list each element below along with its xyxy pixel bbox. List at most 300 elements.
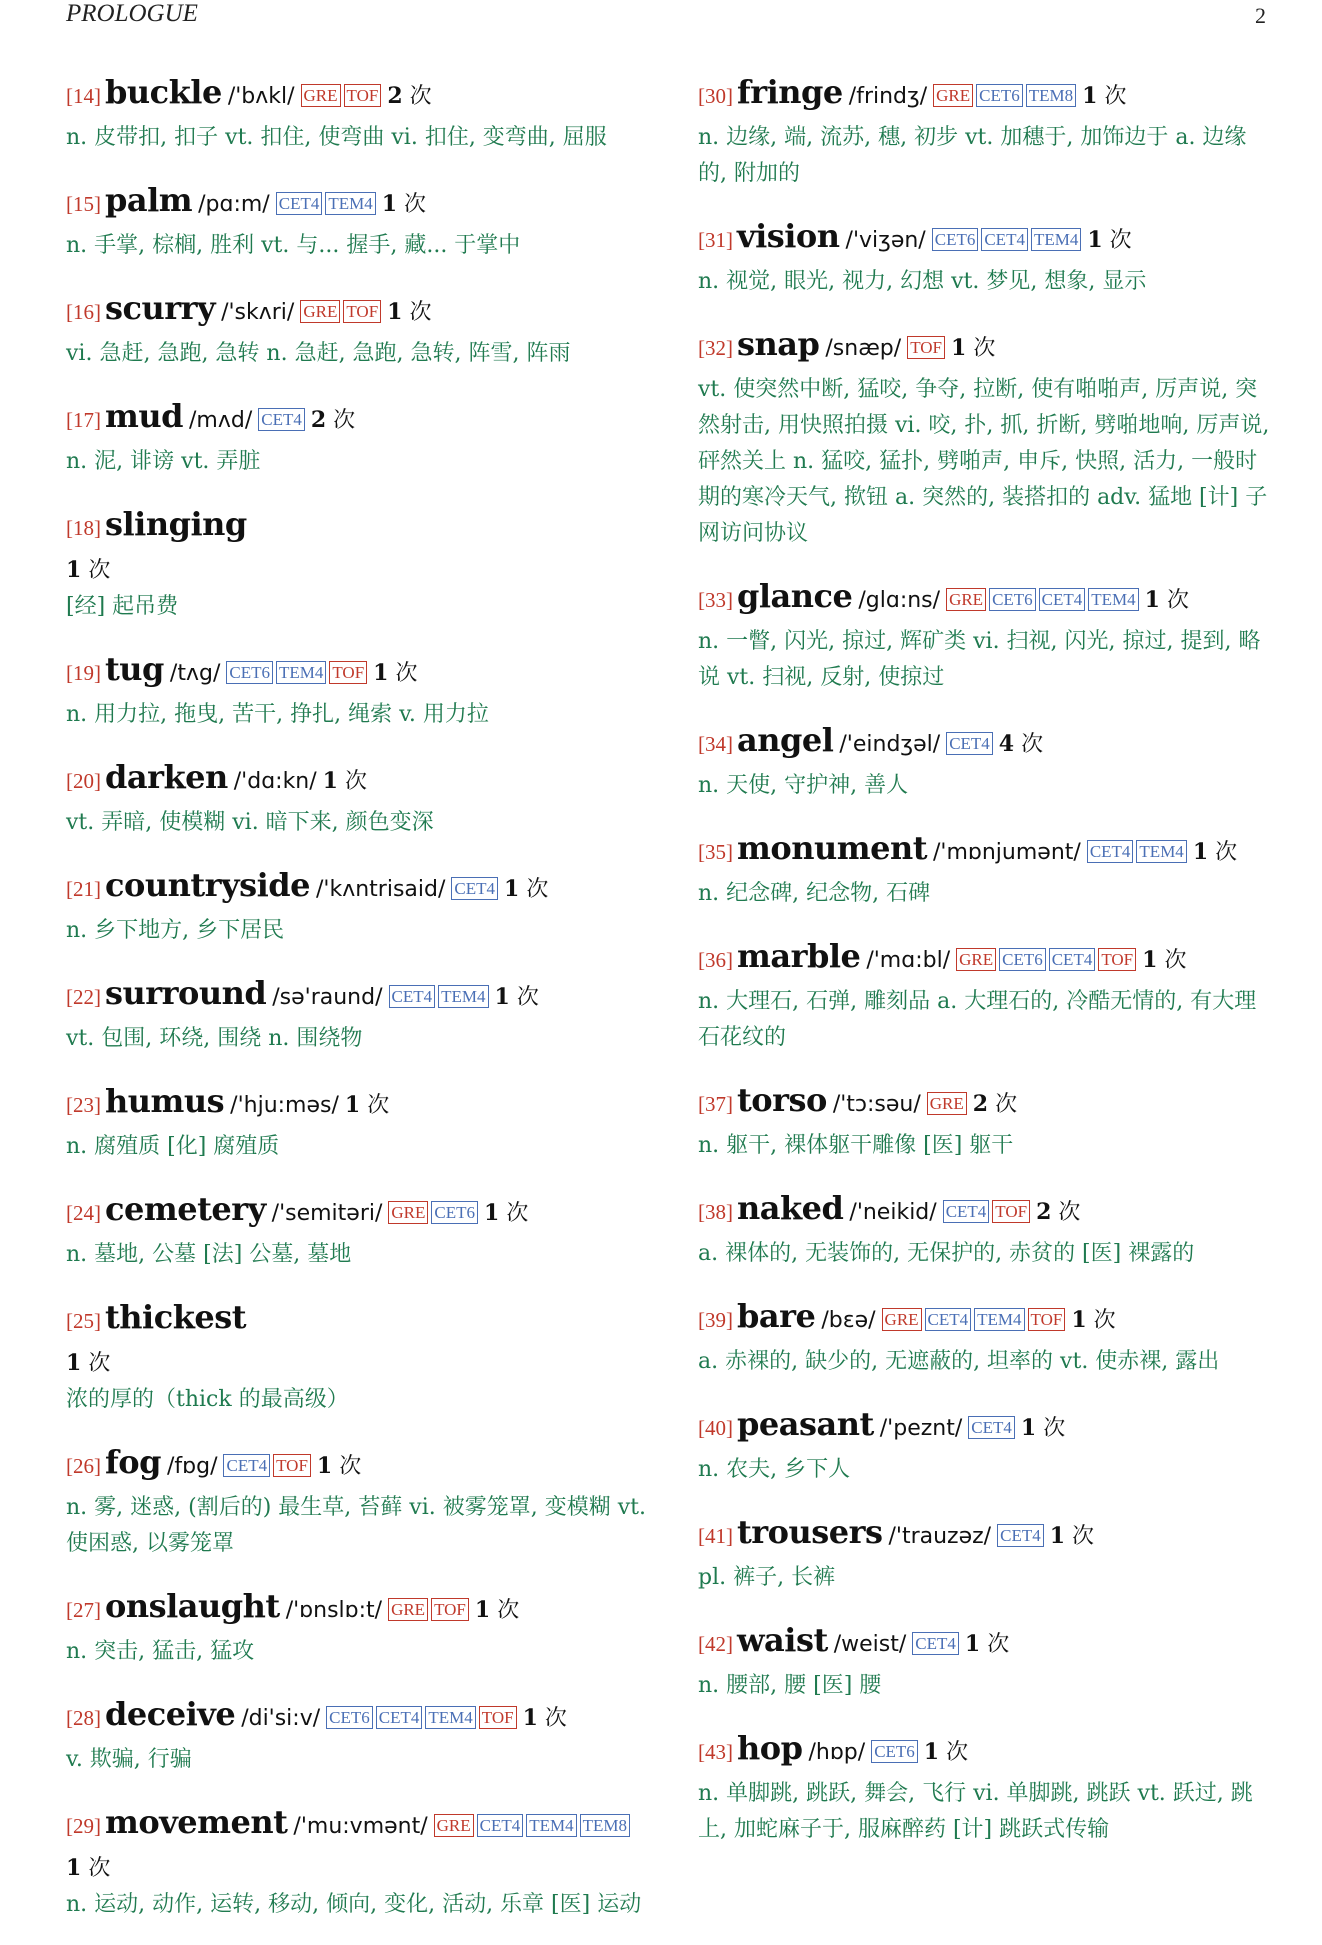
exam-tag: TEM4 [1088,588,1138,611]
exam-tag: CET4 [912,1632,959,1655]
exam-tag: CET4 [451,877,498,900]
definition: n. 腐殖质 [化] 腐殖质 [66,1134,280,1159]
vocab-entry [698,934,1272,1056]
exam-tag: CET4 [1087,840,1134,863]
exam-tag: TEM4 [438,985,488,1008]
frequency-count [1193,840,1237,865]
frequency-unit: 次 [344,769,367,794]
entry-number: [15] [66,192,101,216]
vocab-entry [66,1440,646,1562]
frequency-number: 1 [66,1855,82,1881]
phonetic: /mʌd/ [189,408,253,433]
frequency-count [523,1706,567,1731]
exam-tag: TOF [344,84,382,107]
frequency-number: 1 [66,557,82,583]
headword: thickest [105,1298,247,1336]
frequency-number: 1 [1020,1415,1037,1441]
headword: darken [105,758,228,796]
entry-headline [66,502,646,552]
exam-tag: GRE [301,84,341,107]
entry-number: [18] [66,516,101,540]
headword: torso [737,1081,827,1119]
exam-tag: CET4 [1039,588,1086,611]
running-header: PROLOGUE [66,0,198,27]
headword: fog [105,1443,161,1481]
left-column [66,70,646,1945]
vocab-entry [698,1510,1272,1596]
entry-headline [698,1510,1272,1560]
frequency-number: 1 [1049,1523,1066,1549]
phonetic: /'semitəri/ [271,1201,383,1226]
frequency-number: 1 [387,299,403,325]
definition: n. 天使, 守护神, 善人 [698,773,909,798]
entry-number: [24] [66,1201,101,1225]
vocab-entry [66,1692,646,1778]
exam-tag: CET4 [943,1200,990,1223]
phonetic: /glɑ:ns/ [858,588,941,613]
frequency-unit: 次 [1021,732,1044,757]
exam-tag: CET4 [997,1524,1044,1547]
entry-headline [698,1618,1272,1668]
phonetic: /'hju:məs/ [230,1093,339,1118]
exam-tag: CET6 [932,228,979,251]
frequency-number: 1 [964,1631,981,1657]
frequency-number: 2 [1036,1199,1052,1225]
frequency-count [66,552,646,589]
phonetic: /'kʌntrisaid/ [316,877,446,902]
frequency-number: 1 [1071,1307,1087,1333]
frequency-count [965,1632,1009,1657]
exam-tag: CET4 [1049,948,1096,971]
exam-tag: CET4 [477,1814,524,1837]
frequency-number: 1 [373,660,389,686]
frequency-count [387,300,431,325]
headword: peasant [737,1405,874,1443]
exam-tag: CET4 [258,408,305,431]
frequency-count [495,985,539,1010]
frequency-unit: 次 [526,877,549,902]
frequency-count [1145,588,1189,613]
entry-number: [19] [66,661,101,685]
phonetic: /bɛə/ [821,1308,876,1333]
exam-tag: TEM4 [325,192,375,215]
exam-tag: CET6 [989,588,1036,611]
headword: onslaught [105,1587,280,1625]
entry-headline [66,1079,646,1129]
vocab-entry [66,1295,646,1418]
vocab-entry [698,70,1272,192]
headword: trousers [737,1513,883,1551]
exam-tag: CET6 [871,1740,918,1763]
frequency-number: 2 [387,83,403,109]
entry-headline [698,1078,1272,1128]
headword: hop [737,1729,803,1767]
headword: glance [737,577,853,615]
exam-tag: TEM4 [526,1814,576,1837]
phonetic: /pɑ:m/ [198,192,270,217]
frequency-number: 1 [923,1739,940,1765]
definition: v. 欺骗, 行骗 [66,1747,192,1772]
vocab-entry [698,1186,1272,1272]
frequency-number: 1 [504,876,520,902]
entry-headline [698,1186,1272,1236]
frequency-count [323,769,367,794]
headword: waist [737,1621,828,1659]
frequency-unit: 次 [339,1454,362,1479]
definition: a. 赤裸的, 缺少的, 无遮蔽的, 坦率的 vt. 使赤裸, 露出 [698,1349,1220,1374]
entry-number: [43] [698,1740,733,1764]
frequency-unit: 次 [995,1092,1018,1117]
exam-tag: GRE [927,1092,967,1115]
definition: n. 皮带扣, 扣子 vt. 扣住, 使弯曲 vi. 扣住, 变弯曲, 屈服 [66,125,607,150]
frequency-count [1036,1200,1080,1225]
frequency-number: 1 [951,335,967,361]
frequency-number: 2 [310,407,327,433]
definition: [经] 起吊费 [66,594,179,619]
vocab-entry [66,1800,646,1923]
entry-headline [66,863,646,913]
exam-tag: TOF [329,661,367,684]
frequency-count [484,1201,528,1226]
vocab-entry [698,1618,1272,1704]
exam-tag: GRE [388,1598,428,1621]
exam-tag: TEM4 [425,1706,475,1729]
entry-number: [29] [66,1814,101,1838]
entry-number: [20] [66,769,101,793]
entry-number: [33] [698,588,733,612]
headword: countryside [105,866,310,904]
frequency-unit: 次 [395,661,418,686]
frequency-number: 1 [322,768,338,794]
frequency-count [951,336,995,361]
frequency-count [1087,228,1131,253]
exam-tag: GRE [956,948,996,971]
entry-number: [28] [66,1706,101,1730]
exam-tag: TOF [479,1706,517,1729]
frequency-unit: 次 [404,192,427,217]
headword: surround [105,974,267,1012]
exam-tag: TOF [1098,948,1136,971]
entry-number: [42] [698,1632,733,1656]
entry-headline [66,1584,646,1634]
entry-number: [22] [66,985,101,1009]
definition: n. 农夫, 乡下人 [698,1457,851,1482]
entry-number: [31] [698,228,733,252]
exam-tags [385,1205,478,1224]
phonetic: /hɒp/ [808,1740,866,1765]
exam-tags [386,989,489,1008]
exam-tag: CET6 [226,661,273,684]
definition: n. 雾, 迷惑, (割后的) 最生草, 苔藓 vi. 被雾笼罩, 变模糊 vt. 使困惑, 以雾笼罩 [66,1495,646,1556]
exam-tags [297,304,381,323]
frequency-number: 1 [1087,227,1103,253]
headword: movement [105,1803,288,1841]
entry-headline [66,1692,646,1742]
entry-headline [66,1440,646,1490]
exam-tags [868,1744,918,1763]
vocab-entry [66,70,646,156]
vocab-entry [66,863,646,949]
headword: snap [737,325,820,363]
exam-tag: TEM4 [276,661,326,684]
headword: naked [737,1189,844,1227]
frequency-unit: 次 [367,1093,390,1118]
frequency-unit: 次 [516,985,539,1010]
definition: n. 泥, 诽谤 vt. 弄脏 [66,449,261,474]
exam-tags [965,1420,1015,1439]
definition: n. 腰部, 腰 [医] 腰 [698,1673,882,1698]
entry-number: [36] [698,948,733,972]
phonetic: /'mɒnjumənt/ [933,840,1081,865]
headword: scurry [105,289,216,327]
vocab-entry [66,178,646,264]
definition: n. 大理石, 石弹, 雕刻品 a. 大理石的, 冷酷无情的, 有大理石花纹的 [698,989,1257,1050]
exam-tags [879,1312,1066,1331]
vocab-entry [698,1294,1272,1380]
frequency-number: 1 [1192,839,1209,865]
definition: pl. 裤子, 长裤 [698,1565,836,1590]
page-number: 2 [1255,3,1266,28]
vocab-entry [698,1078,1272,1164]
headword: monument [737,829,927,867]
exam-tag: TOF [431,1598,469,1621]
phonetic: /'dɑ:kn/ [233,769,317,794]
frequency-unit: 次 [1058,1200,1081,1225]
frequency-count [66,1345,646,1382]
definition: n. 边缘, 端, 流苏, 穗, 初步 vt. 加穗于, 加饰边于 a. 边缘的, 附加的 [698,125,1247,186]
entry-number: [32] [698,336,733,360]
exam-tag: GRE [946,588,986,611]
entry-headline [698,718,1272,768]
phonetic: /fɒg/ [166,1454,218,1479]
entry-headline [698,574,1272,624]
phonetic: /tʌg/ [169,661,221,686]
entry-number: [30] [698,84,733,108]
headword: bare [737,1297,816,1335]
exam-tag: CET6 [326,1706,373,1729]
frequency-count [924,1740,968,1765]
frequency-number: 1 [474,1597,491,1623]
exam-tags [298,88,382,107]
exam-tag: TEM8 [580,1814,630,1837]
vocab-entry [698,574,1272,696]
frequency-number: 4 [998,731,1015,757]
exam-tags [940,1204,1030,1223]
entry-number: [40] [698,1416,733,1440]
entry-headline [66,1295,646,1345]
exam-tags [1084,844,1187,863]
vocab-entry [698,826,1272,912]
phonetic: /'peznt/ [879,1416,963,1441]
phonetic: /'viʒən/ [845,228,926,253]
headword: tug [105,650,164,688]
phonetic: /'bʌkl/ [227,84,295,109]
entry-headline [66,178,646,228]
phonetic: /'tɔ:səu/ [832,1092,921,1117]
definition: n. 突击, 猛击, 猛攻 [66,1639,255,1664]
entry-number: [41] [698,1524,733,1548]
exam-tags [273,196,376,215]
frequency-number: 1 [522,1705,538,1731]
entry-number: [21] [66,877,101,901]
definition: vt. 包围, 环绕, 围绕 n. 围绕物 [66,1026,363,1051]
frequency-count [504,877,548,902]
exam-tag: TEM4 [974,1308,1024,1331]
frequency-unit: 次 [409,300,432,325]
definition: n. 纪念碑, 纪念物, 石碑 [698,881,931,906]
frequency-unit: 次 [1166,588,1189,613]
frequency-number: 1 [344,1092,361,1118]
frequency-unit: 次 [88,1856,111,1881]
exam-tag: CET4 [946,732,993,755]
entry-number: [38] [698,1200,733,1224]
frequency-number: 2 [972,1091,989,1117]
entry-number: [35] [698,840,733,864]
entry-headline [66,394,646,444]
frequency-unit: 次 [1215,840,1238,865]
definition: n. 手掌, 棕榈, 胜利 vt. 与... 握手, 藏... 于掌中 [66,233,521,258]
phonetic: /'mu:vmənt/ [293,1814,428,1839]
frequency-count [317,1454,361,1479]
frequency-unit: 次 [987,1632,1010,1657]
exam-tag: GRE [300,300,340,323]
entry-number: [23] [66,1093,101,1117]
entry-headline [698,214,1272,264]
phonetic: /'eindʒəl/ [839,732,941,757]
definition: n. 运动, 动作, 运转, 移动, 倾向, 变化, 活动, 乐章 [医] 运动 [66,1892,642,1917]
vocab-entry [66,286,646,372]
frequency-number: 1 [316,1453,333,1479]
vocab-entry [66,971,646,1057]
exam-tags [255,412,305,431]
headword: humus [105,1082,225,1120]
frequency-count [373,661,417,686]
vocab-entry [66,647,646,733]
vocab-entry [66,394,646,480]
definition: vi. 急赶, 急跑, 急转 n. 急赶, 急跑, 急转, 阵雪, 阵雨 [66,341,571,366]
entry-headline [698,70,1272,120]
right-column [698,70,1272,1870]
exam-tags [909,1636,959,1655]
frequency-number: 1 [381,191,398,217]
entry-headline [66,70,646,120]
exam-tag: CET4 [981,228,1028,251]
frequency-unit: 次 [1104,84,1127,109]
frequency-count [973,1092,1017,1117]
entry-number: [34] [698,732,733,756]
exam-tag: GRE [434,1814,474,1837]
definition: n. 躯干, 裸体躯干雕像 [医] 躯干 [698,1133,1014,1158]
exam-tag: TOF [343,300,381,323]
entry-headline [66,647,646,697]
frequency-number: 1 [484,1200,500,1226]
frequency-unit: 次 [409,84,432,109]
frequency-count [1142,948,1186,973]
entry-number: [14] [66,84,101,108]
frequency-unit: 次 [1043,1416,1066,1441]
vocab-entry [66,755,646,841]
exam-tag: CET4 [389,985,436,1008]
frequency-number: 1 [66,1350,82,1376]
entry-number: [39] [698,1308,733,1332]
frequency-unit: 次 [88,1351,111,1376]
headword: vision [737,217,840,255]
exam-tag: CET4 [223,1454,270,1477]
exam-tag: CET4 [276,192,323,215]
exam-tag: CET6 [976,84,1023,107]
exam-tags [943,736,993,755]
vocab-entry [66,1079,646,1165]
frequency-count [999,732,1043,757]
entry-headline [66,1187,646,1237]
definition: n. 墓地, 公墓 [法] 公墓, 墓地 [66,1242,352,1267]
frequency-count [382,192,426,217]
exam-tags [924,1096,967,1115]
entry-headline [66,755,646,805]
frequency-count [1050,1524,1094,1549]
exam-tag: CET4 [925,1308,972,1331]
exam-tags [904,340,945,359]
exam-tag: TEM4 [1031,228,1081,251]
vocab-entry [698,214,1272,300]
vocab-entry [66,1187,646,1273]
exam-tag: TEM4 [1136,840,1186,863]
exam-tag: GRE [882,1308,922,1331]
headword: palm [105,181,193,219]
frequency-unit: 次 [544,1706,567,1731]
exam-tag: TOF [992,1200,1030,1223]
exam-tags [385,1602,469,1621]
frequency-number: 1 [1144,587,1160,613]
frequency-unit: 次 [506,1201,529,1226]
headword: buckle [105,73,222,111]
exam-tag: CET6 [431,1201,478,1224]
exam-tags [953,952,1136,971]
exam-tags [994,1528,1044,1547]
frequency-unit: 次 [88,558,111,583]
frequency-number: 1 [1082,83,1098,109]
exam-tags [323,1710,516,1729]
frequency-count [1082,84,1126,109]
frequency-unit: 次 [973,336,996,361]
vocab-entry [698,1402,1272,1488]
headword: angel [737,721,834,759]
exam-tags [929,232,1082,251]
headword: cemetery [105,1190,266,1228]
vocab-entry [66,502,646,625]
definition: vt. 使突然中断, 猛咬, 争夺, 拉断, 使有啪啪声, 厉声说, 突然射击, 用快照拍摄 vi. 咬, 扑, 抓, 折断, 劈啪地响, 厉声说, 砰然关上 n. 猛咬, 猛扑, 劈啪声, 申斥, 快照, 活力, 一般时期的寒冷天气, 揿钮 a. 突然的, 装搭扣的 adv. 猛地 [计] 子网访问协议 [698,377,1270,546]
entry-number: [16] [66,300,101,324]
phonetic: /frindʒ/ [848,84,928,109]
phonetic: /di'si:v/ [241,1706,321,1731]
frequency-number: 1 [494,984,510,1010]
definition: n. 单脚跳, 跳跃, 舞会, 飞行 vi. 单脚跳, 跳跃 vt. 跃过, 跳上, 加蛇麻子于, 服麻醉药 [计] 跳跃式传输 [698,1781,1253,1842]
vocab-entry [698,322,1272,552]
phonetic: /'mɑ:bl/ [866,948,951,973]
phonetic: /'neikid/ [849,1200,937,1225]
frequency-unit: 次 [1093,1308,1116,1333]
exam-tag: CET6 [999,948,1046,971]
vocab-entry [698,1726,1272,1848]
frequency-count [311,408,355,433]
headword: deceive [105,1695,236,1733]
exam-tags [431,1818,630,1837]
frequency-count [66,1850,646,1887]
vocab-entry [66,1584,646,1670]
exam-tag: TEM8 [1026,84,1076,107]
definition: a. 裸体的, 无装饰的, 无保护的, 赤贫的 [医] 裸露的 [698,1241,1195,1266]
exam-tags [448,881,498,900]
